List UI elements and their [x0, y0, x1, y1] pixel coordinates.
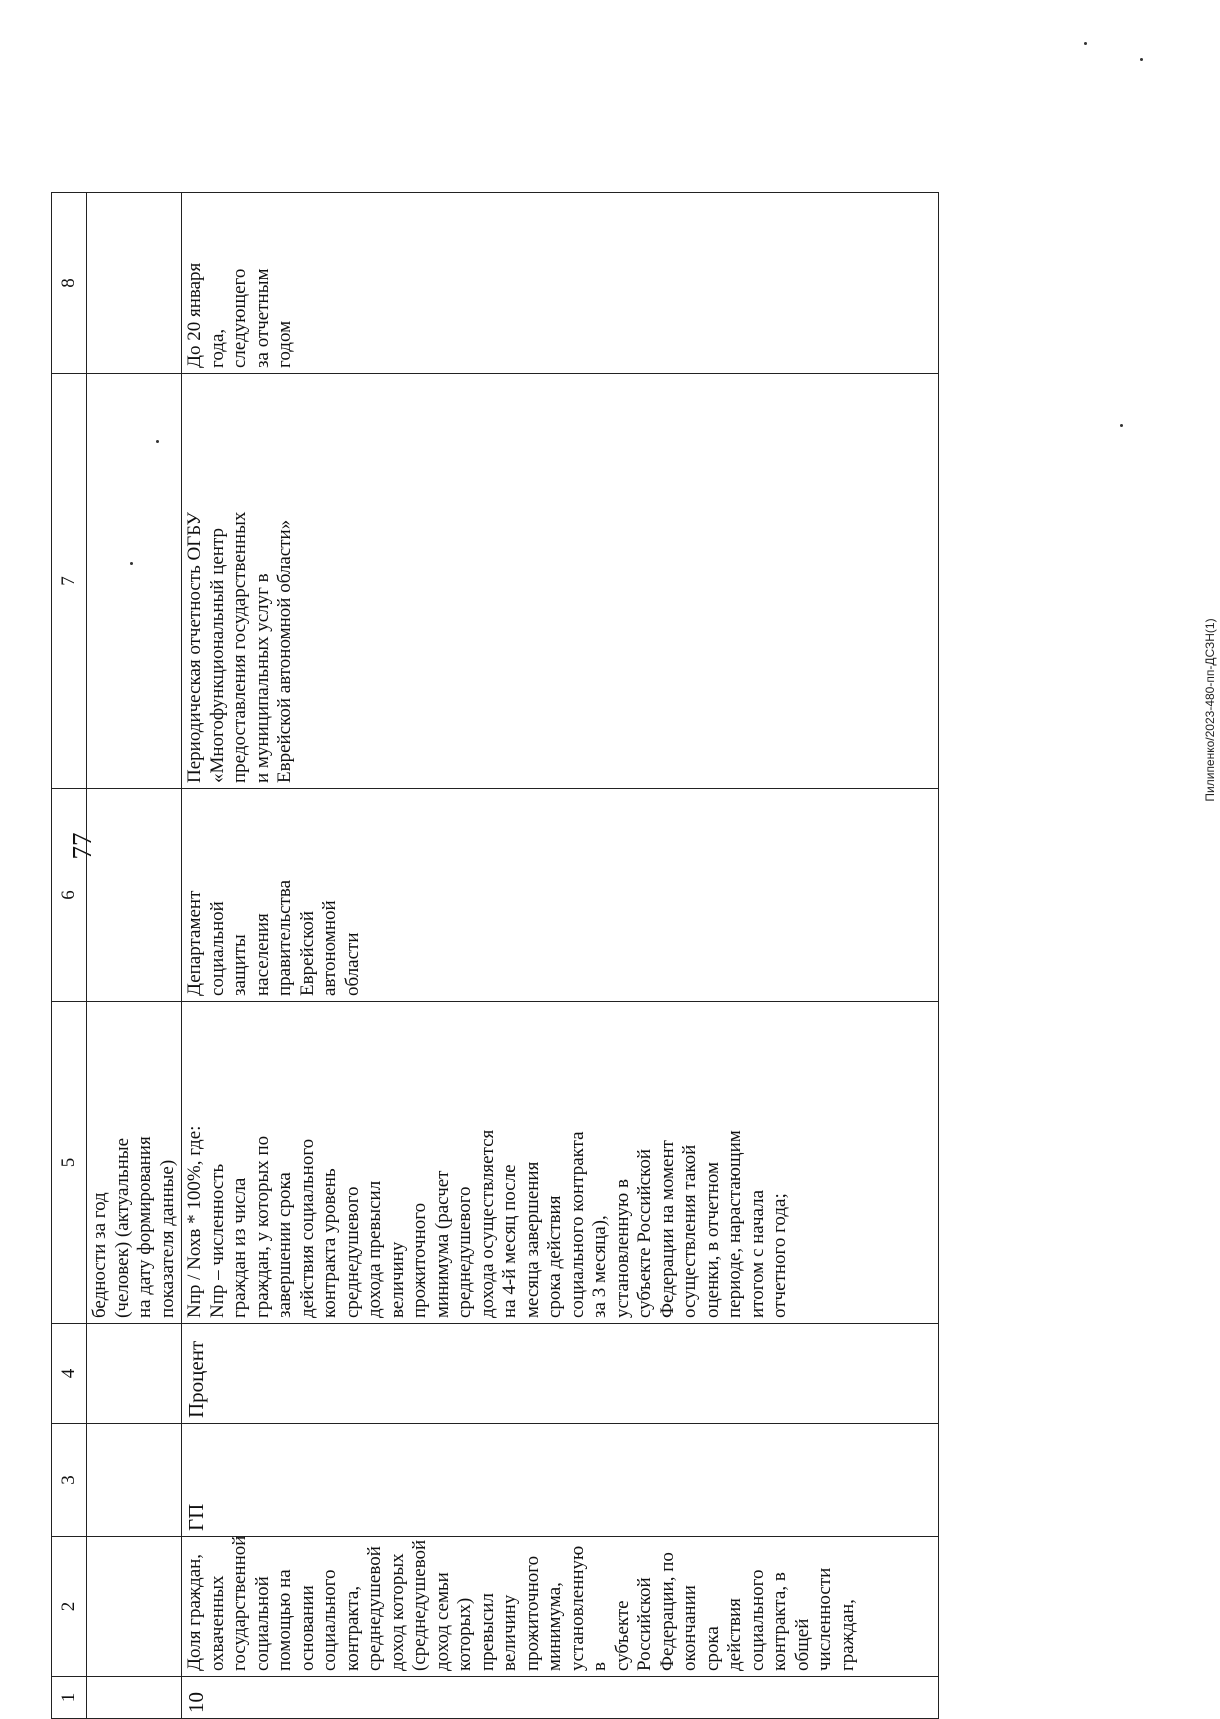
cont-cell-name [87, 1537, 182, 1677]
table-header-row [52, 193, 87, 1719]
header-cell: 5 [52, 1002, 87, 1324]
header-cell: 7 [52, 374, 87, 789]
scan-speck [156, 440, 159, 443]
scan-speck [1120, 424, 1123, 427]
cont-cell-type [87, 1424, 182, 1537]
deadline-cell: До 20 января года, следующего за отчетным годом [182, 193, 939, 374]
header-cell: 8 [52, 193, 87, 374]
table-row [182, 193, 939, 1719]
document-code: Пилипенко/2023-480-пп-ДСЗН(1) [1203, 618, 1217, 802]
indicator-type-cell: ГП [182, 1424, 939, 1537]
data-source-cell: Периодическая отчетность ОГБУ «Многофункциональный центр предоставления государственных и муниципальных услуг в Еврейской автономной области» [182, 374, 939, 789]
indicator-table [51, 192, 939, 1719]
header-cell: 1 [52, 1677, 87, 1719]
header-cell: 3 [52, 1424, 87, 1537]
continuation-row [87, 193, 182, 1719]
responsible-agency-cell: Департамент социальной защиты населения правительства Еврейской автономной области [182, 789, 939, 1002]
cont-cell-num [87, 1677, 182, 1719]
indicator-name-cell: Доля граждан, охваченных государственной социальной помощью на основании социального контракта, среднедушевой доход которых (среднедушевой доход семьи которых) превысил величину прожиточного минимума, установленную в субъекте Российской Федерации, по окончании срока действия социального контракта, в общей численности граждан, [182, 1537, 939, 1677]
calculation-method-cell: Nпр / Nохв * 100%, где: Nпр – численность граждан из числа граждан, у которых по завершении срока действия социального контракта уровень среднедушевого дохода превысил величину прожиточного минимума (расчет среднедушевого дохода осуществляется на 4-й месяц после месяца завершения срока действия социального контракта за 3 месяца), установленную в субъекте Российской Федерации на момент осуществления такой оценки, в отчетном периоде, нарастающим итогом с начала отчетного года; [182, 1002, 939, 1324]
cont-cell-responsible [87, 789, 182, 1002]
cont-cell-deadline [87, 193, 182, 374]
row-number-cell: 10 [182, 1677, 939, 1719]
cont-cell-unit [87, 1324, 182, 1424]
scan-speck [130, 562, 133, 565]
header-cell: 2 [52, 1537, 87, 1677]
table-container [51, 193, 939, 1719]
page-number: 77 [67, 832, 97, 860]
header-cell: 4 [52, 1324, 87, 1424]
scan-speck [1084, 42, 1087, 45]
scan-speck [1140, 58, 1143, 61]
cont-cell-method: бедности за год (человек) (актуальные на дату формирования показателя данные) [87, 1002, 182, 1324]
header-cell: 6 [52, 789, 87, 1002]
cont-cell-source [87, 374, 182, 789]
unit-cell: Процент [182, 1324, 939, 1424]
